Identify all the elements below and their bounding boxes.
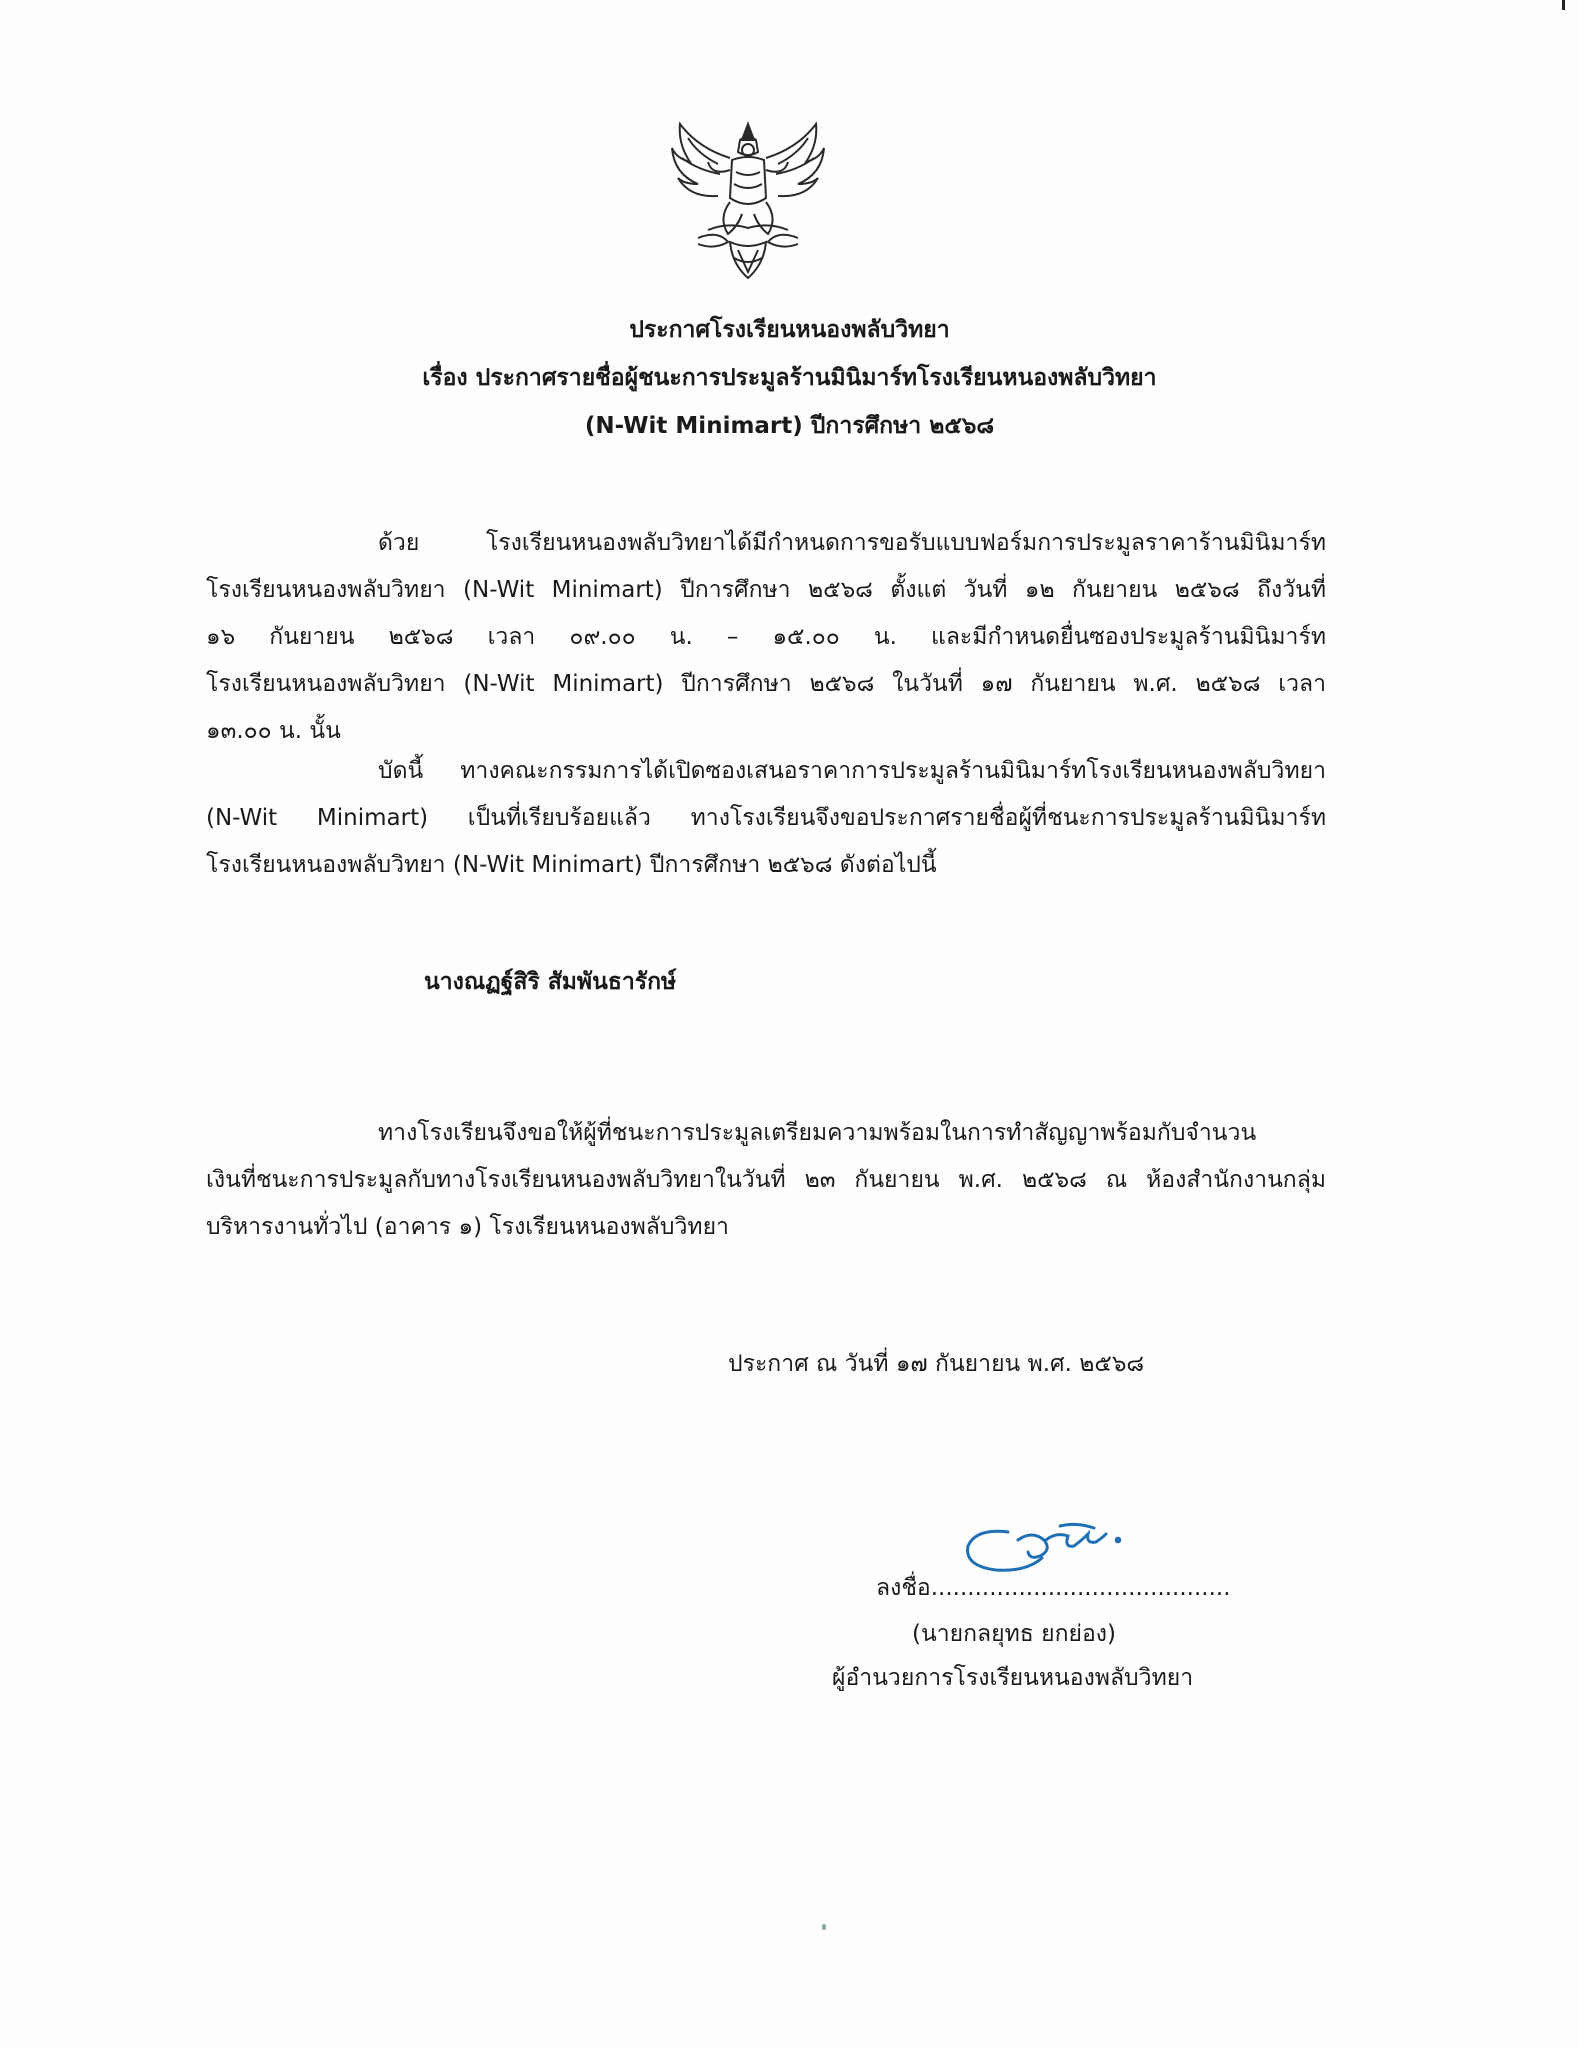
paragraph-line: โรงเรียนหนองพลับวิทยา (N-Wit Minimart) ปีการศึกษา ๒๕๖๘ ดังต่อไปนี้	[206, 852, 937, 878]
winner-name: นางณฏฐ์สิริ สัมพันธารักษ์	[424, 969, 677, 995]
garuda-emblem-icon	[668, 118, 828, 284]
announcement-title	[0, 306, 1579, 450]
paragraph-instructions	[206, 1110, 1326, 1251]
signature-line: ลงชื่อ.........................................	[876, 1575, 1231, 1601]
paragraph-line: โรงเรียนหนองพลับวิทยา (N-Wit Minimart) ปีการศึกษา ๒๕๖๘ ในวันที่ ๑๗ กันยายน พ.ศ. ๒๕๖๘ เวลา	[206, 671, 1326, 697]
title-line-1: ประกาศโรงเรียนหนองพลับวิทยา	[629, 317, 950, 343]
paragraph-line: เงินที่ชนะการประมูลกับทางโรงเรียนหนองพลับวิทยาในวันที่ ๒๓ กันยายน พ.ศ. ๒๕๖๘ ณ ห้องสำนักงานกลุ่ม	[206, 1167, 1326, 1193]
paragraph-line: ๑๖ กันยายน ๒๕๖๘ เวลา ๐๙.๐๐ น. – ๑๕.๐๐ น. และมีกำหนดยื่นซองประมูลร้านมินิมาร์ท	[206, 624, 1326, 650]
paragraph-line: (N-Wit Minimart) เป็นที่เรียบร้อยแล้ว ทางโรงเรียนจึงขอประกาศรายชื่อผู้ที่ชนะการประมูลร้านมินิมาร์ท	[206, 805, 1326, 831]
title-line-3: (N-Wit Minimart) ปีการศึกษา ๒๕๖๘	[584, 413, 995, 439]
paragraph-line: บัดนี้ ทางคณะกรรมการได้เปิดซองเสนอราคาการประมูลร้านมินิมาร์ทโรงเรียนหนองพลับวิทยา	[378, 758, 1326, 784]
scan-edge-mark	[1562, 0, 1565, 10]
paragraph-line: โรงเรียนหนองพลับวิทยา (N-Wit Minimart) ปีการศึกษา ๒๕๖๘ ตั้งแต่ วันที่ ๑๒ กันยายน ๒๕๖๘ ถึงวันที่	[206, 577, 1326, 603]
paragraph-line: ๑๓.๐๐ น. นั้น	[206, 718, 341, 744]
signatory-position: ผู้อำนวยการโรงเรียนหนองพลับวิทยา	[832, 1665, 1194, 1691]
paragraph-line: ด้วย โรงเรียนหนองพลับวิทยาได้มีกำหนดการขอรับแบบฟอร์มการประมูลราคาร้านมินิมาร์ท	[378, 530, 1326, 556]
scan-speck	[822, 1924, 826, 1930]
paragraph-line: ทางโรงเรียนจึงขอให้ผู้ที่ชนะการประมูลเตรียมความพร้อมในการทำสัญญาพร้อมกับจำนวน	[378, 1120, 1257, 1146]
paragraph-line: บริหารงานทั่วไป (อาคาร ๑) โรงเรียนหนองพลับวิทยา	[206, 1214, 729, 1240]
paragraph-result	[206, 748, 1326, 889]
title-line-2: เรื่อง ประกาศรายชื่อผู้ชนะการประมูลร้านมินิมาร์ทโรงเรียนหนองพลับวิทยา	[422, 365, 1157, 391]
paragraph-intro	[206, 520, 1326, 755]
announcement-date: ประกาศ ณ วันที่ ๑๗ กันยายน พ.ศ. ๒๕๖๘	[728, 1351, 1145, 1377]
signatory-name: (นายกลยุทธ ยกย่อง)	[912, 1621, 1116, 1647]
